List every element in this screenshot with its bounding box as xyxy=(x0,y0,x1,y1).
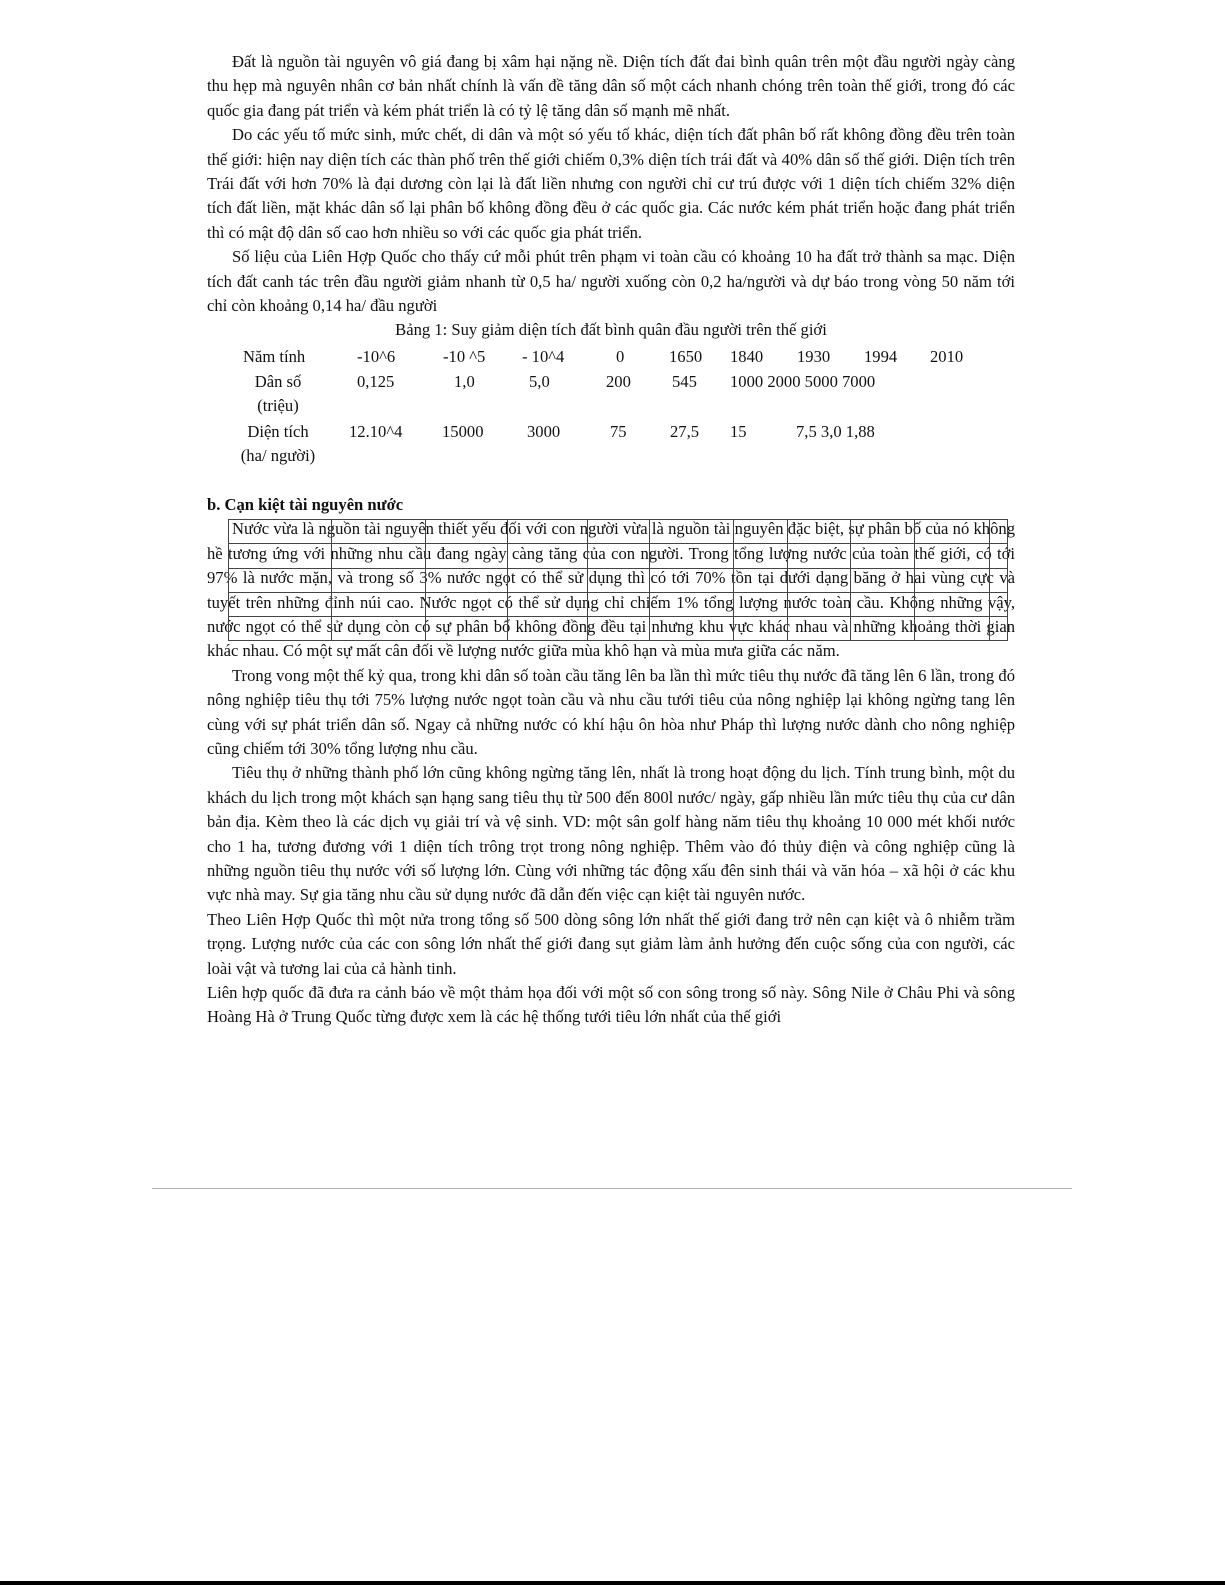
table-cell: 1840 xyxy=(730,346,764,366)
table-row-label-year: Năm tính xyxy=(243,346,306,366)
table-cell: 5,0 xyxy=(529,371,550,391)
table-cell: 15000 xyxy=(442,421,484,441)
land-per-capita-table xyxy=(207,345,1015,466)
document-body xyxy=(207,50,1015,1030)
table-cell: 3000 xyxy=(527,421,561,441)
table-cell: 15 xyxy=(730,421,747,441)
boxed-paragraph-region xyxy=(207,517,1015,663)
paragraph-land-intro: Đất là nguồn tài nguyên vô giá đang bị xâm hại nặng nề. Diện tích đất đai bình quân trên một đầu người ngày càng thu hẹp mà nguyên nhân cơ bản nhất chính là vấn đề tăng dân số một cách nhanh chóng trên toàn thế giới, trong đó các quốc gia đang pát triển và kém phát triển là có tỷ lệ tăng dân số mạnh mẽ nhất. xyxy=(207,52,1015,120)
table-cell: -10 ^5 xyxy=(443,346,486,366)
paragraph-rivers-un: Theo Liên Hợp Quốc thì một nửa trong tổng số 500 dòng sông lớn nhất thế giới đang trở nên cạn kiệt và ô nhiễm trầm trọng. Lượng nước của các con sông lớn nhất thế giới đang sụt giảm làm ảnh hưởng đến cuộc sống của con người, các loài vật và tương lai của cả hành tinh. xyxy=(207,909,1015,978)
table-cell: 545 xyxy=(672,371,697,391)
table-row-label-population xyxy=(237,370,319,419)
section-heading: b. Cạn kiệt tài nguyên nước xyxy=(207,494,404,514)
table-cell: 75 xyxy=(610,421,627,441)
table-caption: Bảng 1: Suy giảm diện tích đất bình quân đầu người trên thế giới xyxy=(395,320,827,340)
page-divider xyxy=(152,1188,1072,1189)
table-cell: 0 xyxy=(616,346,625,366)
table-cell: 1,0 xyxy=(454,371,475,391)
paragraph-water-scarcity: Nước vừa là nguồn tài nguyên thiết yếu đối với con người vừa là nguồn tài nguyên đặc biệt, sự phân bố của nó không hề tương ứng với những nhu cầu đang ngày càng tăng của con người. Trong tổng lượng nước của toàn thế giới, có tới 97% là nước mặn, và trong số 3% nước ngọt có thể sử dụng thì có tới 70% tồn tại dưới dạng băng ở hai vùng cực và tuyết trên những đỉnh núi cao. Nước ngọt có thể sử dụng chỉ chiếm 1% tổng lượng nước toàn cầu. Không những vậy, nước ngọt có thể sử dụng còn có sự phân bố không đồng đều tại nhưng khu vực khác nhau và những khoảng thời gian khác nhau. Có một sự mất cân đối về lượng nước giữa mùa khô hạn và mùa mưa giữa các năm. xyxy=(207,519,1015,661)
table-cell: 1000 2000 5000 7000 xyxy=(730,371,876,391)
paragraph-land-un-data: Số liệu của Liên Hợp Quốc cho thấy cứ mỗi phút trên phạm vi toàn cầu có khoảng 10 ha đất trở thành sa mạc. Diện tích đất canh tác trên đầu người giảm nhanh từ 0,5 ha/ người xuống còn 0,2 ha/người và dự báo trong vòng 50 năm tới chỉ còn khoảng 0,14 ha/ đầu người xyxy=(207,247,1015,316)
table-cell: 2010 xyxy=(930,346,964,366)
table-cell: 12.10^4 xyxy=(349,421,403,441)
table-cell: 200 xyxy=(606,371,631,391)
table-cell: 1650 xyxy=(669,346,703,366)
table-cell: 1930 xyxy=(797,346,831,366)
table-cell: 27,5 xyxy=(670,421,700,441)
paragraph-water-tourism: Tiêu thụ ở những thành phố lớn cũng không ngừng tăng lên, nhất là trong hoạt động du lịch. Tính trung bình, một du khách du lịch trong một khách sạn hạng sang tiêu thụ từ 500 đến 800l nước/ ngày, gấp nhiều lần mức tiêu thụ của cư dân bản địa. Kèm theo là các dịch vụ giải trí và vệ sinh. VD: một sân golf hàng năm tiêu thụ khoảng 10 000 mét khối nước cho 1 ha, tương đương với 1 diện tích trông trọt trong nông nghiệp. Thêm vào đó thủy điện và công nghiệp cũng là những nguồn tiêu thụ nước với số lượng lớn. Cùng với những tác động xấu đên sinh thái và văn hóa – xã hội ở các khu vực nhà may. Sự gia tăng nhu cầu sử dụng nước đã dẫn đến việc cạn kiệt tài nguyên nước. xyxy=(207,763,1015,905)
table-row-label-line: (ha/ người) xyxy=(240,446,316,466)
table-row-label-line: (triệu) xyxy=(257,396,299,416)
table-cell: - 10^4 xyxy=(522,346,565,366)
table-row-label-area xyxy=(229,420,327,469)
paragraph-water-consumption: Trong vong một thế kỷ qua, trong khi dân số toàn cầu tăng lên ba lần thì mức tiêu thụ nước đã tăng lên 6 lần, trong đó nông nghiệp tiêu thụ tới 75% lượng nước ngọt toàn cầu và nhu cầu tưới tiêu của nông nghiệp lại không ngừng tang lên cùng với sự phát triển dân số. Ngay cả những nước có khí hậu ôn hòa như Pháp thì lượng nước dành cho nông nghiệp cũng chiếm tới 30% tổng lượng nhu cầu. xyxy=(207,665,1015,758)
table-row-label-line: Dân số xyxy=(254,371,302,391)
paragraph-rivers-warning: Liên hợp quốc đã đưa ra cảnh báo về một thảm họa đối với một số con sông trong số này. Sông Nile ở Châu Phi và sông Hoàng Hà ở Trung Quốc từng được xem là các hệ thống tưới tiêu lớn nhất của thế giới xyxy=(207,983,1015,1027)
page-bottom-edge xyxy=(0,1581,1225,1585)
table-cell: 7,5 3,0 1,88 xyxy=(796,421,875,441)
table-row-label-line: Diện tích xyxy=(247,421,309,441)
table-cell: -10^6 xyxy=(357,346,396,366)
paragraph-land-distribution: Do các yếu tố mức sinh, mức chết, di dân và một só yếu tố khác, diện tích đất phân bố rất không đồng đều trên toàn thế giới: hiện nay diện tích các thàn phố trên thế giới chiếm 0,3% diện tích trái đất và 40% dân số thế giới. Diện tích trên Trái đất với hơn 70% là đại dương còn lại là đất liền nhưng con người chỉ cư trú được với 1 diện tích chiếm 32% diện tích đất liền, mặt khác dân số lại phân bố không đồng đều ở các quốc gia. Các nước kém phát triển hoặc đang phát triển thì có mật độ dân số cao hơn nhiều so với các quốc gia phát triển. xyxy=(207,125,1015,242)
table-cell: 0,125 xyxy=(357,371,395,391)
table-cell: 1994 xyxy=(864,346,898,366)
